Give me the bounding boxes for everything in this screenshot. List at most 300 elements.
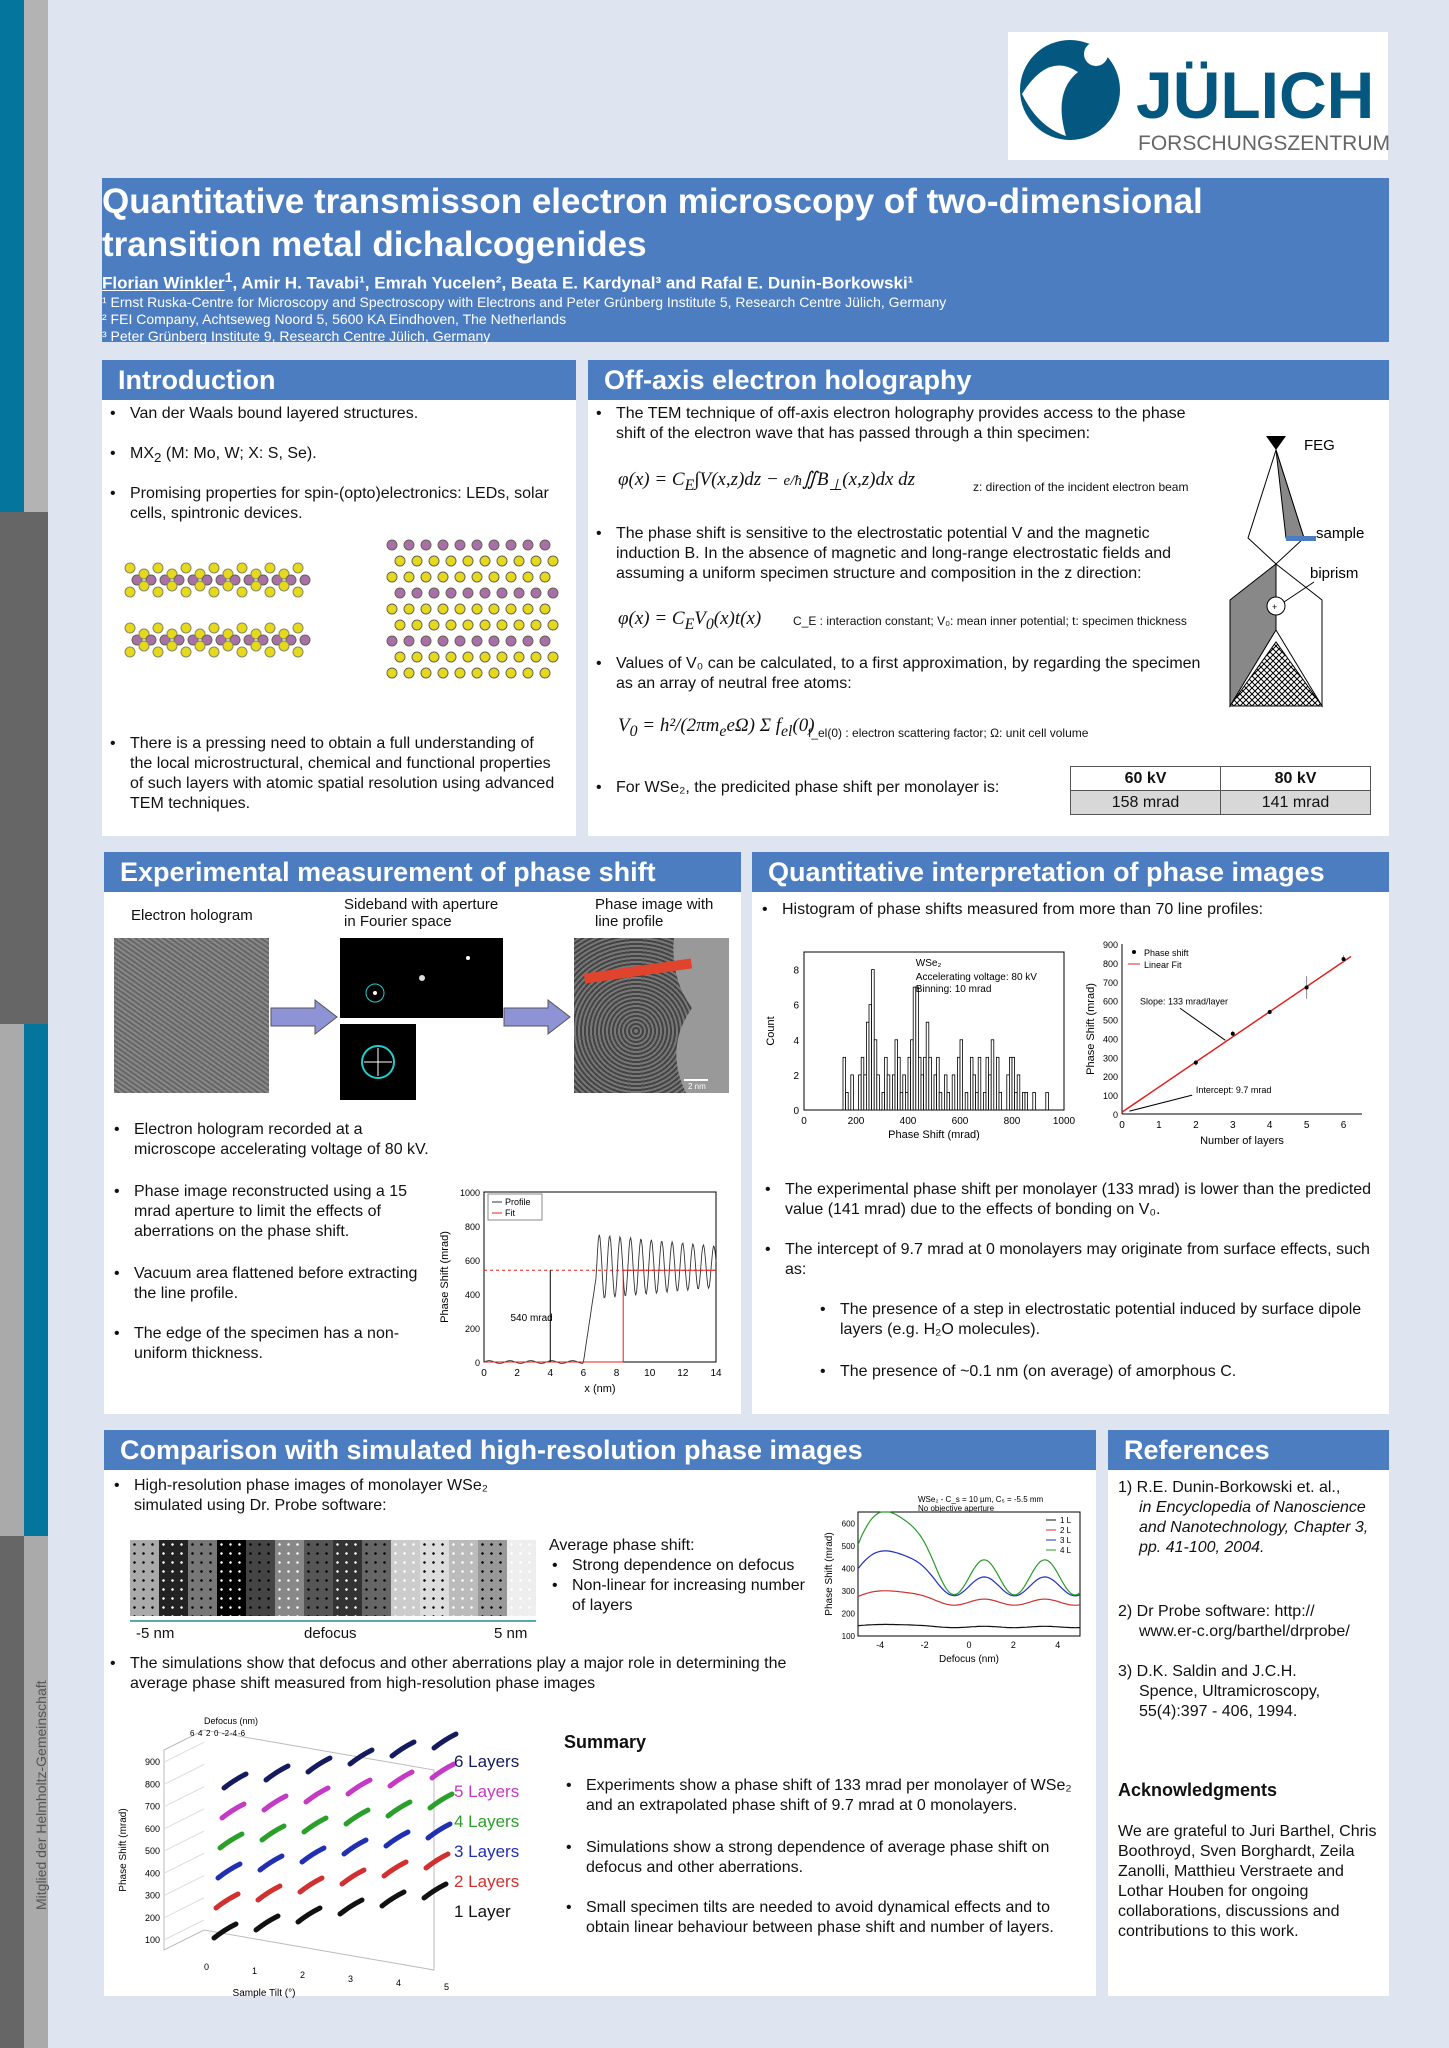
tilt-ztick: -2 (222, 1729, 230, 1738)
atom-top (404, 540, 414, 550)
tilt-ytick: 200 (144, 1912, 160, 1923)
profile-ytick: 200 (464, 1324, 480, 1334)
defocus-ylabel: Phase Shift (mrad) (824, 1532, 835, 1616)
fit-point (1231, 1032, 1235, 1036)
profile-xtick: 12 (677, 1368, 689, 1379)
atom-se (265, 647, 275, 657)
mean-inner-potential-equation: $V_0 = h^2/(2\pi m_ee\Omega)$ Σ $f_{el}(0)$ (618, 715, 815, 740)
atom-se (209, 587, 219, 597)
tilt-layer-curve (216, 1894, 238, 1908)
defocus-ytick: 200 (841, 1609, 855, 1619)
atom-top (480, 652, 490, 662)
holography-setup-diagram (1222, 430, 1382, 710)
atom-top (455, 668, 465, 678)
tilt-layer-curve (340, 1900, 362, 1914)
profile-line (484, 1235, 716, 1364)
histogram-bar (1046, 1092, 1049, 1110)
profile-ytick: 0 (474, 1358, 480, 1368)
defocus-xtick: -4 (876, 1640, 885, 1650)
quant-sub-bullet-1: • The presence of a step in electrostatic potential induced by surface dipole layers (e.g. H₂O molecules). (840, 1300, 1370, 1340)
atom-top (455, 572, 465, 582)
tilt-grid (164, 1876, 204, 1896)
atom-w (300, 575, 310, 585)
fit-ytick: 900 (1102, 940, 1118, 950)
tilt-layer-curve (342, 1870, 364, 1884)
simulated-phase-tile (478, 1540, 507, 1616)
atom-se (125, 647, 135, 657)
atom-top (463, 588, 473, 598)
atom-se (209, 647, 219, 657)
hist-ytick: 0 (793, 1106, 799, 1117)
simulated-phase-tile (217, 1540, 246, 1616)
layer-legend-entry: 1 Layer (454, 1902, 511, 1921)
atom-top (531, 620, 541, 630)
atom-top (540, 572, 550, 582)
fit-xlabel: Number of layers (1200, 1135, 1284, 1147)
atom-se (209, 563, 219, 573)
atom-top (455, 636, 465, 646)
sample-label: sample (1316, 525, 1365, 542)
simulated-phase-tile (333, 1540, 362, 1616)
atom-top (412, 652, 422, 662)
tilt-xtick: 4 (396, 1978, 402, 1988)
histogram-bar (965, 1092, 968, 1110)
linear-fit-chart (1082, 934, 1387, 1154)
layer-legend-entry: 5 Layers (454, 1782, 520, 1801)
intro-bullet-4: • There is a pressing need to obtain a full understanding of the local microstructural, chemical and functional properties of such layers with atomic spatial resolution using advanced TEM techniques. (130, 734, 560, 814)
fit-ylabel: Phase Shift (mrad) (1085, 983, 1097, 1075)
feg-label: FEG (1304, 437, 1335, 454)
atom-se (237, 587, 247, 597)
tilt-layer-curve (218, 1864, 240, 1878)
tilt-zlabel: Defocus (nm) (204, 1716, 259, 1726)
simulated-phase-tile (304, 1540, 333, 1616)
fit-xtick: 3 (1229, 1120, 1236, 1131)
tilt-ytick: 300 (144, 1890, 160, 1901)
profile-xtick: 8 (613, 1368, 620, 1379)
table-header-80kv: 80 kV (1221, 767, 1371, 791)
defocus-ytick: 500 (841, 1541, 855, 1551)
atom-top (514, 620, 524, 630)
fit-ytick: 500 (1102, 1015, 1118, 1026)
atom-se (279, 581, 289, 591)
atom-top (446, 652, 456, 662)
side-stripe-grey-mid (0, 1024, 24, 1536)
comp-bullet-2: • The simulations show that defocus and other aberrations play a major role in determining the average phase shift measured from high-resolution phase images (130, 1654, 830, 1694)
defocus-series-line (858, 1512, 1080, 1595)
intro-bullet-1: • Van der Waals bound layered structures. (130, 404, 560, 424)
defocus-series-line (858, 1551, 1080, 1596)
tilt-grid (164, 1787, 204, 1807)
tilt-layer-curve (382, 1892, 404, 1906)
tilt-layer-curve (350, 1750, 372, 1764)
tilt-ztick: 6 (190, 1729, 195, 1738)
juelich-logo (1008, 32, 1388, 160)
tilt-ytick: 600 (144, 1823, 160, 1834)
summary-bullet-2: • Simulations show a strong dependence of average phase shift on defocus and other aberrations. (586, 1838, 1086, 1878)
fit-xtick: 0 (1119, 1120, 1125, 1131)
tilt-ztick: 2 (206, 1729, 211, 1738)
defocus-legend-4: 4 L (1060, 1546, 1072, 1555)
profile-ytick: 400 (464, 1290, 480, 1300)
tilt-ytick: 700 (144, 1801, 160, 1812)
tilt-ztick: -6 (238, 1729, 246, 1738)
tilt-layer-curve (386, 1832, 408, 1846)
affiliation-1: ¹ Ernst Ruska-Centre for Microscopy and Spectroscopy with Electrons and Peter Grünberg Institute 5, Research Centre Jülich, Germany (102, 293, 947, 310)
profile-xtick: 2 (514, 1368, 520, 1379)
simulated-phase-tile (449, 1540, 478, 1616)
hist-annotation: Binning: 10 mrad (915, 984, 992, 995)
atom-se (223, 581, 233, 591)
table-header-60kv: 60 kV (1071, 767, 1221, 791)
atom-top (489, 604, 499, 614)
atom-top (463, 652, 473, 662)
annotation-540: 540 mrad (510, 1313, 553, 1325)
atom-top (429, 652, 439, 662)
histogram-bar (952, 1075, 955, 1110)
eq2-note: C_E : interaction constant; V₀: mean inner potential; t: specimen thickness (793, 614, 1187, 628)
caption-sideband-1: Sideband with aperture (344, 896, 499, 913)
defocus-right-label: 5 nm (494, 1625, 528, 1642)
other-authors: , Amir H. Tavabi¹, Emrah Yucelen², Beata E. Kardynal³ and Rafal E. Dunin-Borkowski¹ (232, 273, 914, 293)
atom-se (237, 563, 247, 573)
fit-ytick: 700 (1102, 977, 1118, 988)
hist-xtick: 0 (801, 1116, 807, 1127)
atom-top (540, 604, 550, 614)
poster-title-line1: Quantitative transmisson electron microscopy of two-dimensional (102, 182, 1203, 221)
scalebar-label: 2 nm (688, 1082, 706, 1091)
aperture-image (340, 1024, 416, 1100)
tilt-ztick: -4 (230, 1729, 238, 1738)
atom-top (514, 588, 524, 598)
atom-top (395, 620, 405, 630)
atom-top (429, 620, 439, 630)
holo-bullet-4: • For WSe₂, the predicited phase shift per monolayer is: (616, 778, 1056, 798)
tilt-layer-curve (424, 1884, 446, 1898)
tilt-grid (164, 1809, 204, 1829)
comp-bullet-1: • High-resolution phase images of monolayer WSe₂ simulated using Dr. Probe software: (134, 1476, 554, 1516)
layer-legend-entry: 3 Layers (454, 1842, 520, 1861)
tilt-grid (164, 1920, 204, 1940)
atom-top (412, 620, 422, 630)
title-banner (102, 178, 1389, 342)
defocus-xtick: 4 (1055, 1640, 1061, 1650)
side-stripe-dark-bottom (0, 1536, 24, 2048)
atom-top (446, 588, 456, 598)
simulated-phase-tile (362, 1540, 391, 1616)
tilt-layer-curve (430, 1794, 452, 1808)
fit-xtick: 6 (1340, 1120, 1347, 1131)
tilt-layer-curve (224, 1774, 246, 1788)
tilt-layer-curve (214, 1924, 236, 1938)
caption-hologram: Electron hologram (131, 907, 253, 924)
fit-point (1268, 1010, 1272, 1014)
tilt-grid (164, 1831, 204, 1851)
tilt-layer-curve (302, 1848, 324, 1862)
atom-se (251, 641, 261, 651)
histogram-bar (960, 1040, 963, 1110)
atom-top (387, 604, 397, 614)
tilt-3d-chart (114, 1716, 450, 1999)
legend-linear-fit: Linear Fit (1144, 960, 1182, 970)
reference-2-title: 2) Dr Probe software: http:// (1118, 1603, 1315, 1620)
defocus-axis-line (130, 1620, 536, 1622)
tilt-layer-curve (306, 1788, 328, 1802)
table-value-60kv: 158 mrad (1071, 791, 1221, 815)
fit-ytick: 0 (1112, 1110, 1118, 1120)
atom-top (395, 556, 405, 566)
profile-ytick: 1000 (459, 1188, 480, 1198)
table-value-80kv: 141 mrad (1221, 791, 1371, 815)
tilt-layer-curve (344, 1840, 366, 1854)
atom-top (489, 668, 499, 678)
fit-ytick: 800 (1102, 958, 1118, 969)
helmholtz-text: Mitglied der Helmholtz-Gemeinschaft (33, 1680, 49, 1910)
atom-se (251, 581, 261, 591)
atom-top (421, 572, 431, 582)
tilt-ytick: 900 (144, 1757, 160, 1768)
poster-title-line2: transition metal dichalcogenides (102, 225, 647, 264)
hist-ytick: 6 (793, 1000, 799, 1012)
atom-se (181, 647, 191, 657)
defocus-xlabel: Defocus (nm) (938, 1654, 1000, 1665)
side-stripe-blue-mid (24, 1024, 48, 1536)
first-author-affiliation: 1 (224, 270, 233, 286)
atom-top (421, 540, 431, 550)
layer-legend-entry: 2 Layers (454, 1872, 520, 1891)
atom-se (153, 563, 163, 573)
quantitative-heading: Quantitative interpretation of phase images (752, 852, 1389, 892)
exp-bullet-1: • Electron hologram recorded at a microscope accelerating voltage of 80 kV. (134, 1120, 444, 1160)
atom-top (421, 668, 431, 678)
introduction-heading: Introduction (102, 360, 576, 400)
defocus-ytick: 100 (841, 1632, 855, 1641)
tilt-ztick: 0 (214, 1729, 219, 1738)
tilt-layer-curve (260, 1856, 282, 1870)
atom-top (489, 572, 499, 582)
legend-fit: Fit (505, 1208, 515, 1218)
fit-xtick: 2 (1193, 1120, 1199, 1131)
atom-top (404, 636, 414, 646)
references-panel (1108, 1430, 1389, 1996)
tilt-ytick: 800 (144, 1779, 160, 1790)
hist-ytick: 4 (793, 1035, 799, 1047)
atom-top (421, 636, 431, 646)
atom-top (463, 556, 473, 566)
tilt-ytick: 500 (144, 1846, 160, 1857)
atom-se (209, 623, 219, 633)
fit-xtick: 4 (1266, 1120, 1273, 1131)
atom-top (387, 572, 397, 582)
fit-ytick: 100 (1102, 1091, 1118, 1102)
quantitative-panel (752, 852, 1389, 1414)
atom-top (438, 540, 448, 550)
reference-3-source: Spence, Ultramicroscopy, 55(4):397 - 406, 1994. (1139, 1683, 1321, 1720)
atom-top (438, 572, 448, 582)
tilt-layer-curve (390, 1772, 412, 1786)
atom-top (472, 572, 482, 582)
quant-sub-bullet-2: • The presence of ~0.1 nm (on average) of amorphous C. (840, 1362, 1370, 1382)
intercept-arrow (1129, 1095, 1192, 1111)
profile-xlabel: x (nm) (584, 1383, 616, 1395)
hist-title: WSe₂ (915, 958, 942, 969)
atom-se (265, 587, 275, 597)
atom-top (506, 604, 516, 614)
defocus-ytick: 300 (841, 1586, 855, 1596)
atom-top (548, 652, 558, 662)
atom-top (497, 588, 507, 598)
tilt-layer-curve (432, 1764, 454, 1778)
fit-point (1305, 985, 1309, 989)
introduction-panel (102, 360, 576, 836)
phase-equation-simplified: $\varphi(x) = C_EV_0(x)t(x)$ (618, 608, 762, 633)
phase-image (574, 938, 729, 1093)
defocus-frame (858, 1512, 1080, 1636)
tilt-ytick: 400 (144, 1868, 160, 1879)
atom-top (540, 540, 550, 550)
hist-xtick: 800 (1003, 1116, 1021, 1127)
tilt-ztick: 4 (198, 1729, 203, 1738)
histogram-bar (851, 1075, 854, 1110)
atom-top (514, 556, 524, 566)
side-stripe-dark-1 (0, 512, 24, 1024)
defocus-legend-2: 2 L (1060, 1526, 1072, 1535)
tilt-layer-curve (426, 1854, 448, 1868)
tilt-layer-curve (388, 1802, 410, 1816)
atom-top (506, 572, 516, 582)
defocus-ytick: 600 (841, 1519, 855, 1529)
intercept-annotation: Intercept: 9.7 mrad (1195, 1085, 1272, 1096)
atom-se (293, 623, 303, 633)
atom-top (404, 668, 414, 678)
atom-se (265, 623, 275, 633)
atom-top (395, 652, 405, 662)
intro-bullet-3: • Promising properties for spin-(opto)electronics: LEDs, solar cells, spintronic devices. (130, 484, 560, 524)
atom-top (506, 540, 516, 550)
atom-top (404, 604, 414, 614)
logo-subtext: FORSCHUNGSZENTRUM (1138, 132, 1390, 155)
atom-se (167, 641, 177, 651)
histogram-bar (978, 1057, 981, 1110)
tilt-layer-curve (222, 1804, 244, 1818)
side-stripe-blue-top (0, 0, 24, 512)
side-stripe-grey-top (24, 0, 48, 512)
atom-se (223, 641, 233, 651)
atom-se (139, 641, 149, 651)
tilt-layer-curve (308, 1758, 330, 1772)
layer-structure-illustration (112, 540, 572, 690)
atom-top (387, 636, 397, 646)
affiliation-2: ² FEI Company, Achtseweg Noord 5, 5600 KA Eindhoven, The Netherlands (102, 310, 567, 327)
histogram-bar (999, 1092, 1002, 1110)
atom-top (387, 668, 397, 678)
atom-top (387, 540, 397, 550)
atom-top (472, 604, 482, 614)
first-author: Florian Winkler (102, 273, 225, 293)
intro-bullet-2: • $MX_2$ (M: Mo, W; X: S, Se). (130, 444, 560, 468)
atom-top (480, 588, 490, 598)
atom-top (523, 572, 533, 582)
defocus-series-line (858, 1591, 1080, 1605)
tilt-layer-curve (266, 1766, 288, 1780)
tilt-xtick: 2 (300, 1970, 306, 1980)
phase-equation: $\varphi(x) = C_E\int V(x,z)dz$ − $e/ħ∬B_\perp(x,z)dx$ dz (618, 469, 916, 494)
atom-top (455, 540, 465, 550)
phase-shift-table (1070, 766, 1371, 815)
atom-se (125, 587, 135, 597)
references-heading: References (1108, 1430, 1389, 1470)
tilt-xtick: 3 (348, 1974, 354, 1984)
quant-bullet-3: • The intercept of 9.7 mrad at 0 monolayers may originate from surface effects, such as: (785, 1240, 1375, 1280)
reference-1-authors: 1) R.E. Dunin-Borkowski et. al., (1118, 1479, 1341, 1496)
profile-ylabel: Phase Shift (mrad) (439, 1231, 451, 1323)
atom-se (195, 581, 205, 591)
hist-ytick: 2 (793, 1070, 799, 1082)
simulated-phase-tile (275, 1540, 304, 1616)
slope-arrow (1180, 1008, 1225, 1040)
atom-w (300, 635, 310, 645)
defocus-xtick: 0 (966, 1640, 972, 1650)
layer-legend-entry: 4 Layers (454, 1812, 520, 1831)
fit-ytick: 400 (1102, 1034, 1118, 1045)
atom-top (404, 572, 414, 582)
arrow-1 (271, 1000, 339, 1034)
atom-top (446, 556, 456, 566)
atom-top (531, 556, 541, 566)
acknowledgments-text: We are grateful to Juri Barthel, Chris Boothroyd, Sven Borghardt, Zeila Zanolli, Matthieu Verstraete and Lothar Houben for ongoing collaborations, discussions and contributions to this work. (1118, 1823, 1377, 1940)
atom-top (455, 604, 465, 614)
defocus-legend-1: 1 L (1060, 1516, 1072, 1525)
atom-se (125, 623, 135, 633)
exp-bullet-3: • Vacuum area flattened before extracting the line profile. (134, 1264, 444, 1304)
atom-top (506, 668, 516, 678)
tilt-ytick: 100 (144, 1935, 160, 1945)
holo-bullet-3: • Values of V₀ can be calculated, to a first approximation, by regarding the specimen as an array of neutral free atoms: (616, 654, 1206, 694)
summary-title: Summary (564, 1732, 647, 1752)
exp-bullet-4: • The edge of the specimen has a non-uniform thickness. (134, 1324, 444, 1364)
tilt-box (164, 1730, 434, 1970)
atom-se (139, 581, 149, 591)
atom-se (279, 641, 289, 651)
atom-se (237, 623, 247, 633)
atom-top (548, 620, 558, 630)
tilt-layer-curve (434, 1734, 456, 1748)
atom-top (497, 652, 507, 662)
arrow-2 (504, 1000, 572, 1034)
atom-top (497, 556, 507, 566)
simulated-phase-tile (507, 1540, 536, 1616)
simulated-phase-tile (391, 1540, 420, 1616)
atom-se (167, 581, 177, 591)
defocus-legend-3: 3 L (1060, 1536, 1072, 1545)
legend-phase-shift: Phase shift (1144, 948, 1189, 958)
fit-ytick: 200 (1102, 1072, 1118, 1083)
atom-top (412, 588, 422, 598)
tilt-layer-curve (256, 1916, 278, 1930)
legend-profile: Profile (505, 1197, 531, 1207)
reference-2-url[interactable]: www.er-c.org/barthel/drprobe/ (1139, 1623, 1350, 1640)
atom-top (523, 636, 533, 646)
histogram-chart (760, 934, 1075, 1154)
fourier-space-image (340, 938, 503, 1018)
holography-panel (588, 360, 1389, 836)
atom-top (514, 652, 524, 662)
profile-xtick: 10 (644, 1368, 656, 1379)
atom-se (237, 647, 247, 657)
atom-top (523, 604, 533, 614)
atom-se (153, 623, 163, 633)
tilt-layer-curve (264, 1796, 286, 1810)
